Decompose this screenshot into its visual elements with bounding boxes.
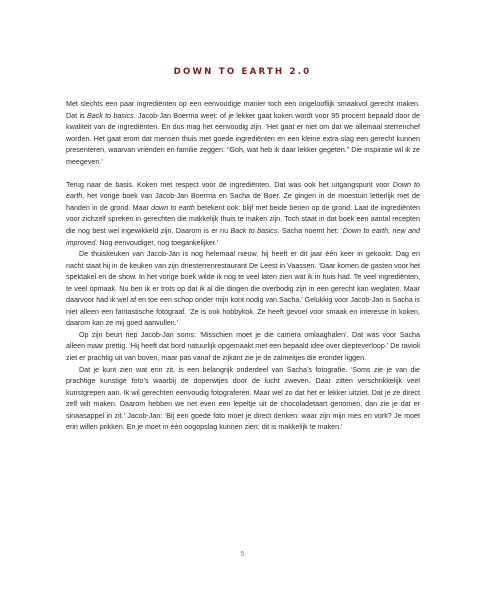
paragraph — [66, 180, 420, 249]
body-text — [66, 99, 420, 434]
italic-text: Back to basics — [230, 226, 278, 235]
text-run: . Sacha noemt het: ‘ — [277, 226, 343, 235]
paragraph — [66, 249, 420, 330]
text-run: Met slechts een paar ingrediënten op een eenvoudige manier toch een ongelooflijk smaakvol gerecht maken. Dat is — [66, 100, 420, 120]
text-run: . Jacob-Jan Boerma weet: of je lekker gaat koken wordt voor 95 procent bepaald door de kwaliteit van de ingrediënten. En dus mag het eenvoudig zijn. ‘Het gaat er niet om dat we allemaal sterrenchef worden. Het gaat erom dat mensen thuis met goede ingrediënten en een kleine extra slag een gerecht kunnen presenteren, waarvan vrienden en familie zeggen: “Goh, wat heb ik daar lekker gegeten.” Die inspiratie wil ik ze meegeven.’ — [66, 111, 421, 166]
text-run: , het vorige boek van Jacob-Jan Boerma en Sacha de Boer. Ze gingen in de moestuin letterlijk met de handen in de grond. Maar — [66, 192, 420, 212]
italic-text: Back to basics — [86, 111, 134, 120]
text-run: . Nog eenvoudiger, nog toegankelijker.’ — [95, 238, 219, 247]
paragraph — [66, 365, 420, 434]
text-run: Dat je kunt zien wat erin zit, is een belangrijk onderdeel van Sacha’s fotografie. ‘Soms zie je van die prachtige kunstige foto’s waarbij de doperwtjes door de lucht zweven. Daar zitten verschrikkelijk veel kunstgrepen aan. Ik wil gerechten eenvoudig fotograferen. Maar wel zo dat het er lekker uitziet. Dat je ze direct zelf wilt maken. Daarom hebben we net even een lepeltje uit de chocoladetaart genomen, dan zie je dat er sinaasappel in zit.’ Jacob-Jan: ‘Bij een goede foto moet je direct denken: waar zijn mijn mes en vork? Je moet erin willen prikken. En je moet in één oogopslag kunnen zien: dit is makkelijk te maken.’ — [66, 365, 420, 432]
page-number: 5 — [240, 551, 245, 558]
chapter-heading: DOWN TO EARTH 2.0 — [173, 67, 312, 77]
text-run: De thuiskeuken van Jacob-Jan is nog helemaal nieuw, hij heeft er dit jaar één keer in gekookt. Dag en nacht staat hij in de keuken van zijn driesterrenrestaurant De Leest in Vaassen. ‘Daar komen de gasten voor het spektakel en de show. In het vorige boek wilde ik nog te veel laten zien wat ik in huis had. Te veel ingrediënten, te veel opmaak. Nu ben ik er trots op dat ik al die dingen die overbodig zijn in een gerecht kan weglaten. Maar daarvoor had ik wel af en toe een schop onder mijn kont nodig van Sacha.’ Gelukkig voor Jacob-Jan is Sacha is niet alleen een fantastische fotograaf. ‘Ze is ook hobbykok. Ze heeft gevoel voor smaak en interesse in koken, daarom kan ze mij goed aanvullen.’ — [66, 250, 420, 328]
italic-text: Down to earth — [66, 180, 420, 201]
italic-text: down to earth — [151, 203, 195, 212]
text-run: Op zijn beurt riep Jacob-Jan soms: ‘Misschien moet je die camera omlaaghalen’. Dat was voor Sacha alleen maar prettig. ‘Hij heeft dat bord natuurlijk opgemaakt met een bepaald idee over diepteverloop.’ De ravioli ziet er prachtig uit van boven, maar pas vanaf de zijkant zie je de zalmeitjes die eronder liggen. — [66, 330, 420, 362]
text-run: betekent ook: blijf met beide benen op de grond. Laat de ingrediënten voor zichzelf spreken in gerechten die makkelijk thuis te maken zijn. Toch staat in dat boek een aantal recepten die nog best wel ingewikkeld zijn. Daarom is er nu — [66, 203, 421, 235]
italic-text: Down to earth, new and improved — [66, 226, 420, 247]
paragraph — [66, 99, 420, 168]
text-run: Terug naar de basis. Koken met respect voor de ingrediënten. Dat was ook het uitgangspunt voor — [66, 180, 393, 189]
paragraph — [66, 330, 420, 365]
